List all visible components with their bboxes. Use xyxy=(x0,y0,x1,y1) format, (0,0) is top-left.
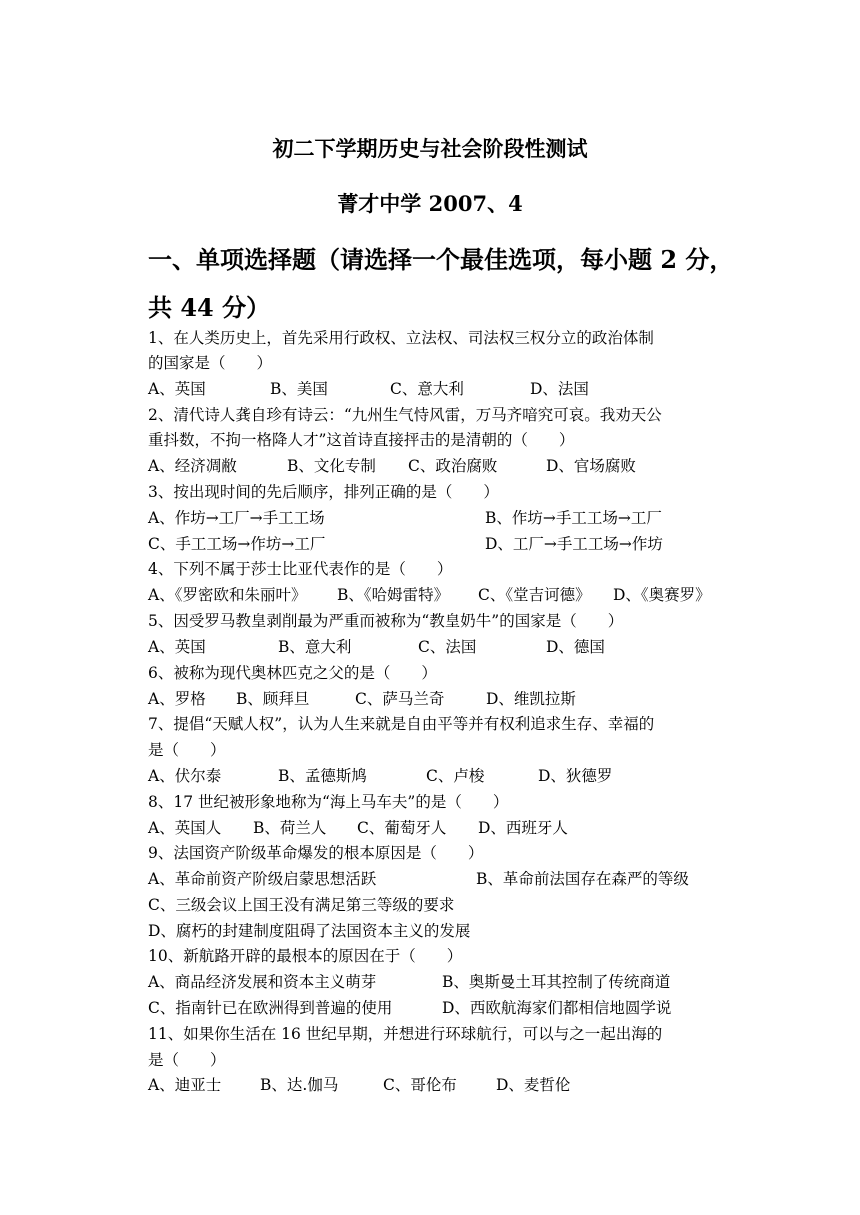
question-2-text-cont: 重抖数，不拘一格降人才”这首诗直接抨击的是清朝的（ ） xyxy=(148,431,575,449)
question-3-option-b: B、作坊→手工工场→工厂 xyxy=(485,509,662,527)
question-4-option-a: A、《罗密欧和朱丽叶》 xyxy=(148,586,307,604)
question-6-option-a: A、罗格 xyxy=(148,690,206,708)
question-9-option-d: D、腐朽的封建制度阻碍了法国资本主义的发展 xyxy=(148,922,471,940)
question-7-option-a: A、伏尔泰 xyxy=(148,767,222,785)
question-4-option-d: D、《奥赛罗》 xyxy=(613,586,711,604)
question-1-option-d: D、法国 xyxy=(530,380,589,398)
question-3-option-d: D、工厂→手工工场→作坊 xyxy=(485,535,663,553)
question-9-option-b: B、革命前法国存在森严的等级 xyxy=(476,870,689,888)
question-4-text: 4、下列不属于莎士比亚代表作的是（ ） xyxy=(148,560,453,578)
question-9-option-a: A、革命前资产阶级启蒙思想活跃 xyxy=(148,870,377,888)
question-3-text: 3、按出现时间的先后顺序，排列正确的是（ ） xyxy=(148,483,499,501)
question-1-text-cont: 的国家是（ ） xyxy=(148,354,273,372)
question-3-option-a: A、作坊→工厂→手工工场 xyxy=(148,509,325,527)
question-5-option-c: C、法国 xyxy=(418,638,477,656)
question-5-option-b: B、意大利 xyxy=(278,638,352,656)
question-11-option-c: C、哥伦布 xyxy=(383,1076,457,1094)
question-1-text: 1、在人类历史上，首先采用行政权、立法权、司法权三权分立的政治体制 xyxy=(148,329,654,347)
document-subtitle: 菁才中学 2007、4 xyxy=(337,191,523,216)
question-11-text: 11、如果你生活在 16 世纪早期，并想进行环球航行，可以与之一起出海的 xyxy=(148,1025,663,1043)
question-11-text-cont: 是（ ） xyxy=(148,1051,226,1069)
question-2-text: 2、清代诗人龚自珍有诗云：“九州生气恃风雷，万马齐喑究可哀。我劝天公 xyxy=(148,406,662,424)
question-6-text: 6、被称为现代奥林匹克之父的是（ ） xyxy=(148,664,437,682)
question-10-option-a: A、商品经济发展和资本主义萌芽 xyxy=(148,973,377,991)
question-5-text: 5、因受罗马教皇剥削最为严重而被称为“教皇奶牛”的国家是（ ） xyxy=(148,612,624,630)
question-1-option-c: C、意大利 xyxy=(390,380,464,398)
question-7-option-d: D、狄德罗 xyxy=(538,767,613,785)
question-11-option-a: A、迪亚士 xyxy=(148,1076,222,1094)
section-heading-line-1: 一、单项选择题（请选择一个最佳选项，每小题 2 分， xyxy=(148,245,734,274)
question-6-option-b: B、顾拜旦 xyxy=(236,690,310,708)
question-7-option-b: B、孟德斯鸠 xyxy=(278,767,367,785)
question-7-text-cont: 是（ ） xyxy=(148,741,226,759)
question-10-option-d: D、西欧航海家们都相信地圆学说 xyxy=(442,999,672,1017)
question-8-option-a: A、英国人 xyxy=(148,819,222,837)
section-heading-line-2: 共 44 分） xyxy=(148,293,271,322)
question-8-text: 8、17 世纪被形象地称为“海上马车夫”的是（ ） xyxy=(148,793,509,811)
question-2-option-c: C、政治腐败 xyxy=(408,457,498,475)
question-5-option-d: D、德国 xyxy=(546,638,605,656)
question-10-text: 10、新航路开辟的最根本的原因在于（ ） xyxy=(148,947,463,965)
question-11-option-d: D、麦哲伦 xyxy=(496,1076,571,1094)
question-2-option-d: D、官场腐败 xyxy=(546,457,636,475)
question-11-option-b: B、达.伽马 xyxy=(260,1076,339,1094)
question-8-option-d: D、西班牙人 xyxy=(478,819,568,837)
question-6-option-c: C、萨马兰奇 xyxy=(355,690,445,708)
question-6-option-d: D、维凯拉斯 xyxy=(486,690,576,708)
question-3-option-c: C、手工工场→作坊→工厂 xyxy=(148,535,326,553)
question-10-option-c: C、指南针已在欧洲得到普遍的使用 xyxy=(148,999,393,1017)
question-8-option-b: B、荷兰人 xyxy=(253,819,327,837)
question-8-option-c: C、葡萄牙人 xyxy=(357,819,447,837)
question-7-option-c: C、卢梭 xyxy=(426,767,485,785)
question-10-option-b: B、奥斯曼土耳其控制了传统商道 xyxy=(442,973,671,991)
question-5-option-a: A、英国 xyxy=(148,638,206,656)
question-7-text: 7、提倡“天赋人权”，认为人生来就是自由平等并有权利追求生存、幸福的 xyxy=(148,715,655,733)
question-4-option-b: B、《哈姆雷特》 xyxy=(337,586,450,604)
question-1-option-a: A、英国 xyxy=(148,380,206,398)
question-2-option-a: A、经济凋敝 xyxy=(148,457,237,475)
question-9-option-c: C、三级会议上国王没有满足第三等级的要求 xyxy=(148,896,455,914)
question-2-option-b: B、文化专制 xyxy=(287,457,376,475)
question-1-option-b: B、美国 xyxy=(270,380,328,398)
question-9-text: 9、法国资产阶级革命爆发的根本原因是（ ） xyxy=(148,844,484,862)
document-title: 初二下学期历史与社会阶段性测试 xyxy=(272,136,588,161)
question-4-option-c: C、《堂吉诃德》 xyxy=(478,586,591,604)
